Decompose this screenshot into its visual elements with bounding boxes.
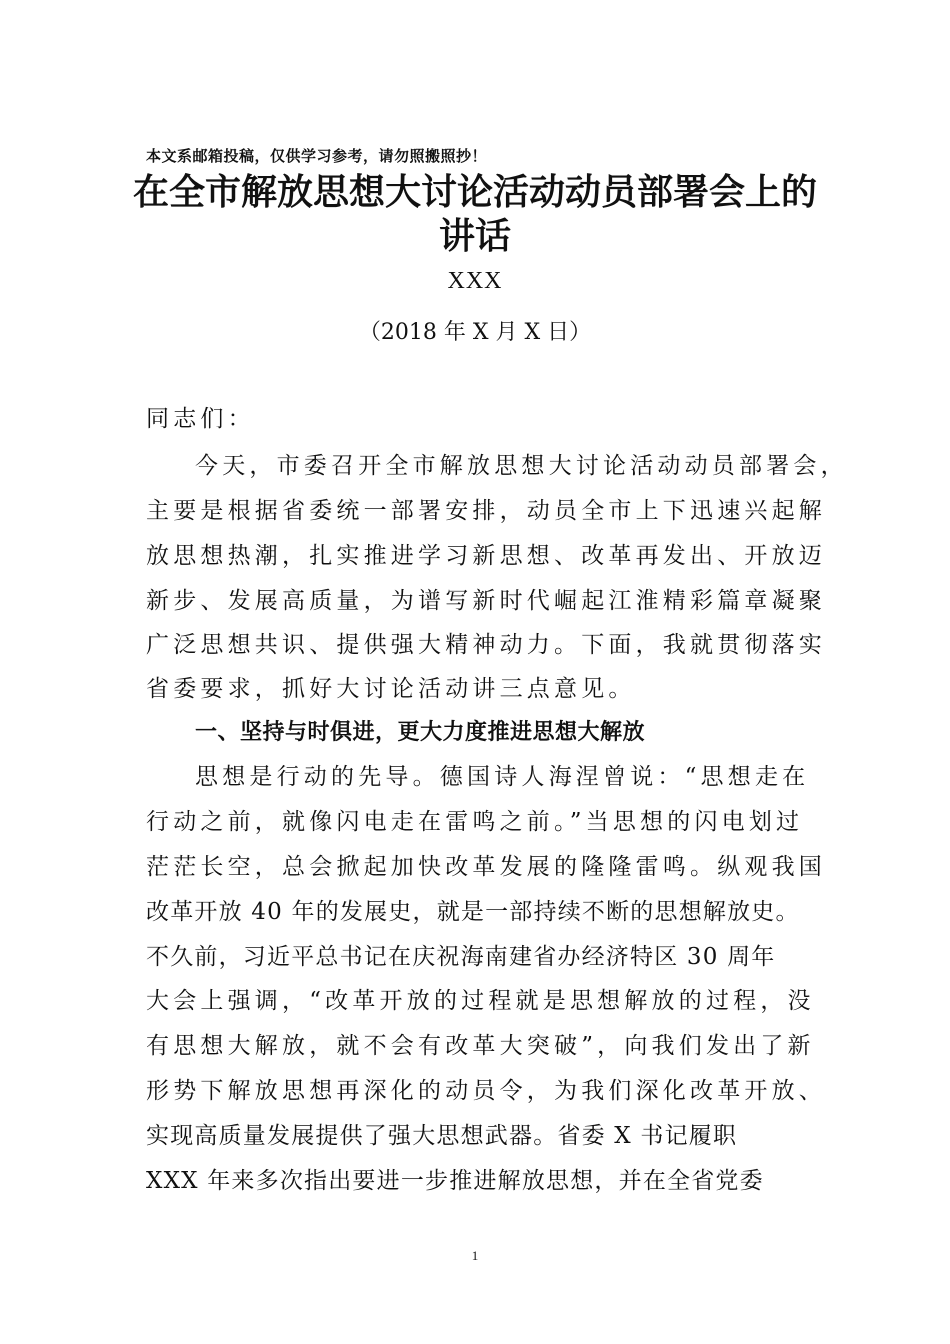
body-line: 形势下解放思想再深化的动员令，为我们深化改革开放、 (146, 1078, 826, 1104)
submission-notice: 本文系邮箱投稿，仅供学习参考，请勿照搬照抄！ (146, 147, 488, 165)
body-line: 不久前，习近平总书记在庆祝海南建省办经济特区 30 周年 (146, 944, 776, 970)
body-line: 今天，市委召开全市解放思想大讨论活动动员部署会， (195, 453, 848, 479)
section-heading: 一、坚持与时俱进，更大力度推进思想大解放 (195, 720, 646, 745)
document-title-line-1: 在全市解放思想大讨论活动动员部署会上的 (132, 171, 817, 213)
body-line: 省委要求，抓好大讨论活动讲三点意见。 (146, 676, 636, 702)
author-name: XXX (447, 268, 503, 294)
page-number: 1 (471, 1248, 479, 1263)
body-line: 思想是行动的先导。德国诗人海涅曾说：“思想走在 (195, 764, 810, 790)
body-line: 茫茫长空，总会掀起加快改革发展的隆隆雷鸣。纵观我国 (146, 854, 826, 880)
body-line: 广泛思想共识、提供强大精神动力。下面，我就贯彻落实 (146, 632, 826, 658)
body-line: 新步、发展高质量，为谱写新时代崛起江淮精彩篇章凝聚 (146, 588, 826, 614)
body-line: 有思想大解放，就不会有改革大突破”，向我们发出了新 (146, 1033, 815, 1059)
body-line: 实现高质量发展提供了强大思想武器。省委 X 书记履职 (146, 1123, 738, 1149)
salutation: 同志们： (146, 406, 255, 432)
body-line: 放思想热潮，扎实推进学习新思想、改革再发出、开放迈 (146, 543, 826, 569)
body-line: 改革开放 40 年的发展史，就是一部持续不断的思想解放史。 (146, 899, 800, 925)
body-line: 大会上强调，“改革开放的过程就是思想解放的过程，没 (146, 988, 815, 1014)
document-title-line-2: 讲话 (438, 215, 511, 257)
body-line: 行动之前，就像闪电走在雷鸣之前。”当思想的闪电划过 (146, 809, 804, 835)
body-line: 主要是根据省委统一部署安排，动员全市上下迅速兴起解 (146, 498, 826, 524)
body-line: XXX 年来多次指出要进一步推进解放思想，并在全省党委 (146, 1168, 764, 1194)
speech-date: （2018 年 X 月 X 日） (358, 320, 592, 345)
